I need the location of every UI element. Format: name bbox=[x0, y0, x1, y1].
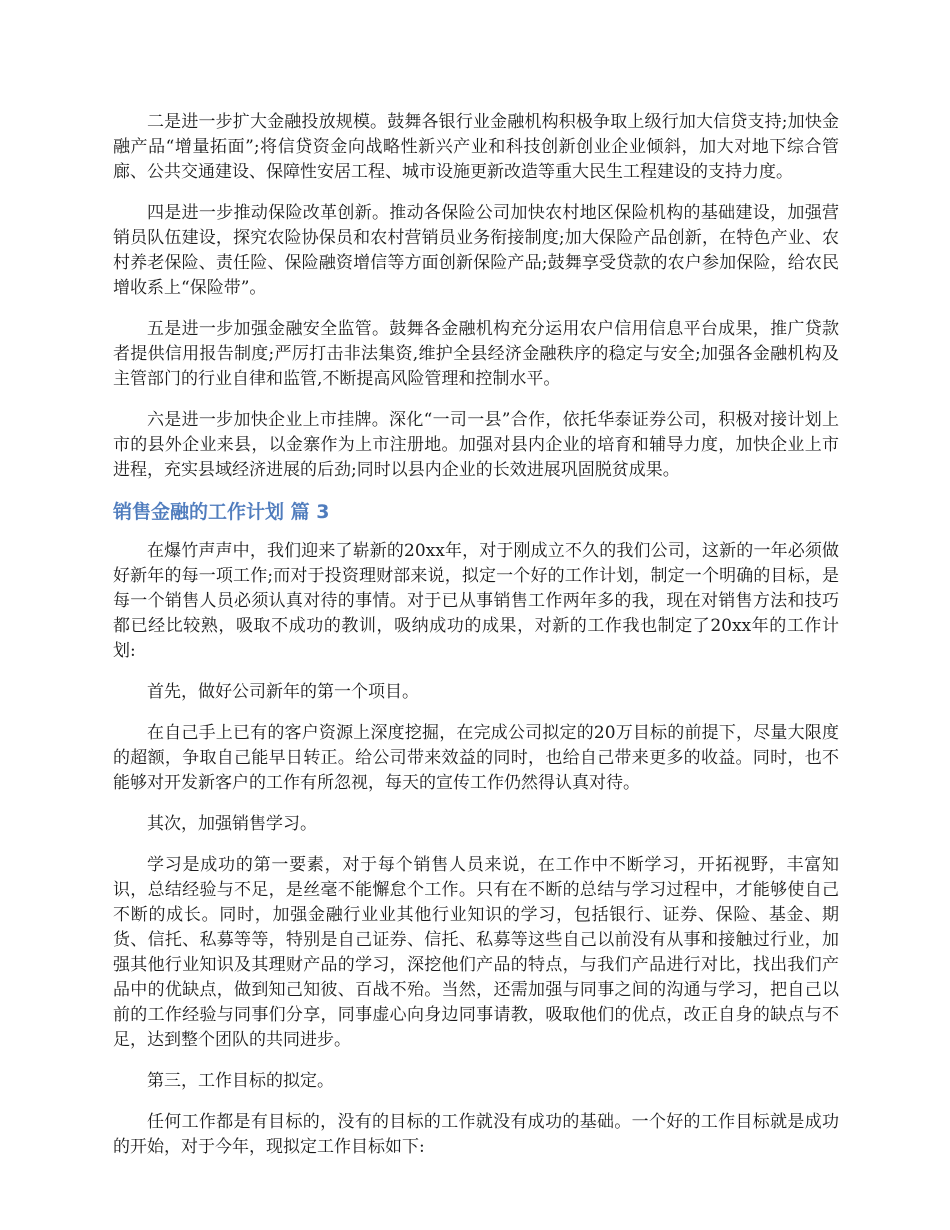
paragraph-2: 二是进一步扩大金融投放规模。鼓舞各银行业金融机构积极争取上级行加大信贷支持;加快金融产品“增量拓面”;将信贷资金向战略性新兴产业和科技创新创业企业倾斜，加大对地下综合管廊、公共交通建设、保障性安居工程、城市设施更新改造等重大民生工程建设的支持力度。 bbox=[113, 112, 839, 182]
first-item-paragraph: 在自己手上已有的客户资源上深度挖掘，在完成公司拟定的20万目标的前提下，尽量大限度的超额，争取自己能早日转正。给公司带来效益的同时，也给自己带来更多的收益。同时，也不能够对开发新客户的工作有所忽视，每天的宣传工作仍然得认真对待。 bbox=[113, 723, 839, 793]
third-item-paragraph: 任何工作都是有目标的，没有的目标的工作就没有成功的基础。一个好的工作目标就是成功的开始，对于今年，现拟定工作目标如下: bbox=[113, 1112, 839, 1157]
intro-paragraph: 在爆竹声声中，我们迎来了崭新的20xx年，对于刚成立不久的我们公司，这新的一年必须做好新年的每一项工作;而对于投资理财部来说，拟定一个好的工作计划，制定一个明确的目标，是每一个销售人员必须认真对待的事情。对于已从事销售工作两年多的我，现在对销售方法和技巧都已经比较熟，吸取不成功的教训，吸纳成功的成果，对新的工作我也制定了20xx年的工作计划: bbox=[113, 541, 839, 661]
paragraph-5: 五是进一步加强金融安全监管。鼓舞各金融机构充分运用农户信用信息平台成果，推广贷款者提供信用报告制度;严厉打击非法集资,维护全县经济金融秩序的稳定与安全;加强各金融机构及主管部门的行业自律和监管,不断提高风险管理和控制水平。 bbox=[113, 319, 839, 389]
subheading-third: 第三，工作目标的拟定。 bbox=[147, 1071, 334, 1091]
paragraph-4: 四是进一步推动保险改革创新。推动各保险公司加快农村地区保险机构的基础建设，加强营销员队伍建设，探究农险协保员和农村营销员业务衔接制度;加大保险产品创新，在特色产业、农村养老保险、责任险、保险融资增信等方面创新保险产品;鼓舞享受贷款的农户参加保险，给农民增收系上“保险带”。 bbox=[113, 203, 839, 298]
subheading-second: 其次，加强销售学习。 bbox=[147, 814, 317, 834]
document-page bbox=[113, 110, 839, 1176]
subheading-first: 首先，做好公司新年的第一个项目。 bbox=[147, 682, 419, 702]
section-heading: 销售金融的工作计划 篇 3 bbox=[113, 501, 330, 523]
paragraph-6: 六是进一步加快企业上市挂牌。深化“一司一县”合作，依托华泰证券公司，积极对接计划上市的县外企业来县，以金寨作为上市注册地。加强对县内企业的培育和辅导力度，加快企业上市进程，充实县域经济进展的后劲;同时以县内企业的长效进展巩固脱贫成果。 bbox=[113, 410, 839, 480]
second-item-paragraph: 学习是成功的第一要素，对于每个销售人员来说，在工作中不断学习，开拓视野，丰富知识，总结经验与不足，是丝毫不能懈怠个工作。只有在不断的总结与学习过程中，才能够使自己不断的成长。同时，加强金融行业业其他行业知识的学习，包括银行、证券、保险、基金、期货、信托、私募等等，特别是自己证券、信托、私募等这些自己以前没有从事和接触过行业，加强其他行业知识及其理财产品的学习，深挖他们产品的特点，与我们产品进行对比，找出我们产品中的优缺点，做到知己知彼、百战不殆。当然，还需加强与同事之间的沟通与学习，把自己以前的工作经验与同事们分享，同事虚心向身边同事请教，吸取他们的优点，改正自身的缺点与不足，达到整个团队的共同进步。 bbox=[113, 855, 839, 1050]
